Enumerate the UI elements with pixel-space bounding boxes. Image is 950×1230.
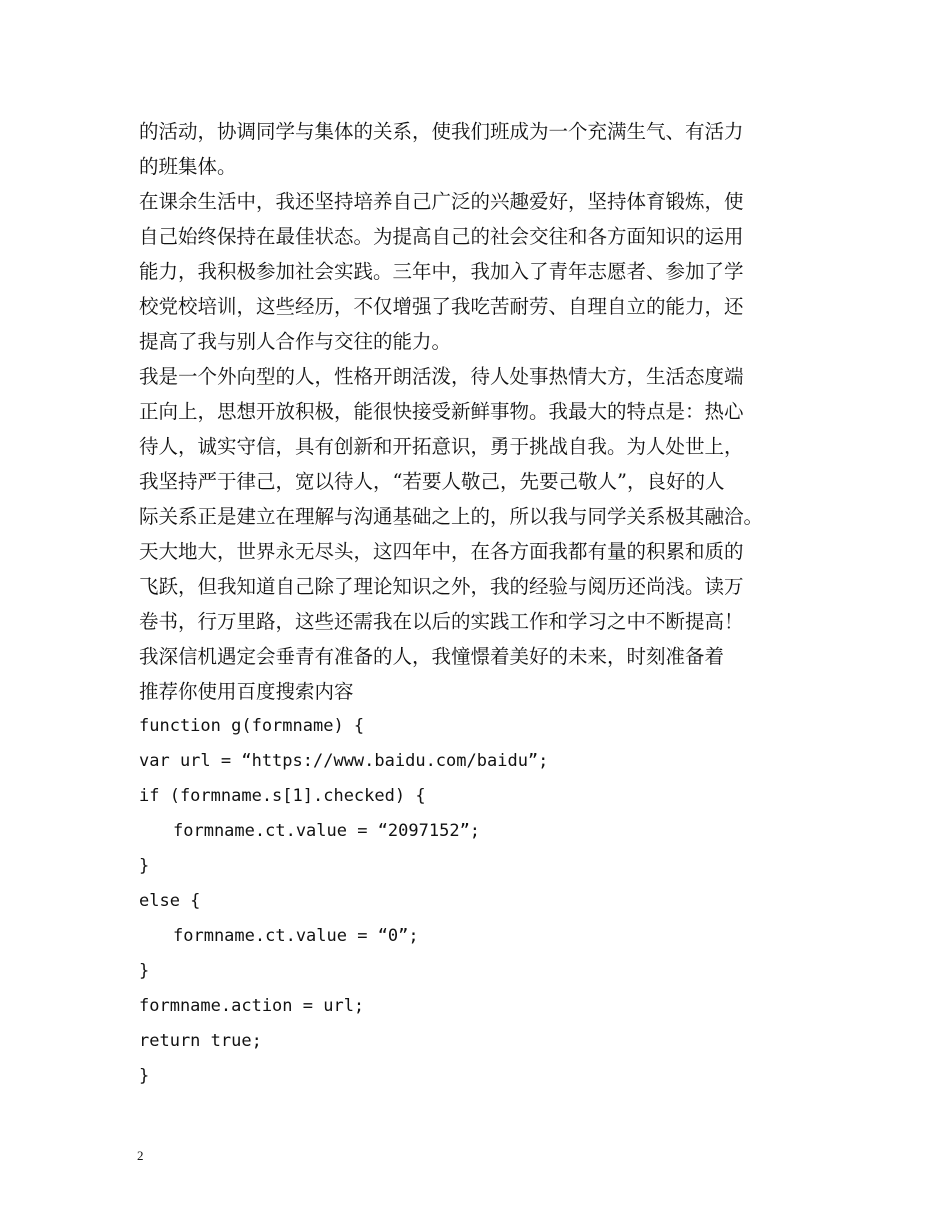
paragraph-line: 校党校培训，这些经历，不仅增强了我吃苦耐劳、自理自立的能力，还 [139, 295, 744, 318]
code-line: function g(formname) { [139, 716, 365, 736]
paragraph-line: 在课余生活中，我还坚持培养自己广泛的兴趣爱好，坚持体育锻炼，使 [139, 190, 744, 213]
paragraph-line: 的班集体。 [139, 155, 237, 178]
code-line: } [139, 856, 150, 876]
paragraph-line: 飞跃，但我知道自己除了理论知识之外，我的经验与阅历还尚浅。读万 [139, 575, 744, 598]
paragraph-line: 的活动，协调同学与集体的关系，使我们班成为一个充满生气、有活力 [139, 120, 744, 143]
code-line: formname.action = url; [139, 996, 365, 1016]
paragraph-line: 正向上，思想开放积极，能很快接受新鲜事物。我最大的特点是：热心 [139, 400, 744, 423]
paragraph-line: 卷书，行万里路，这些还需我在以后的实践工作和学习之中不断提高！ [139, 610, 744, 633]
document-body [139, 114, 839, 1094]
paragraph-line: 自己始终保持在最佳状态。为提高自己的社会交往和各方面知识的运用 [139, 225, 744, 248]
paragraph-line: 提高了我与别人合作与交往的能力。 [139, 330, 452, 353]
code-line: else { [139, 891, 201, 911]
code-line: if (formname.s[1].checked) { [139, 786, 426, 806]
paragraph-line: 推荐你使用百度搜索内容 [139, 680, 354, 703]
code-line: return true; [139, 1031, 262, 1051]
page-number: 2 [137, 1148, 144, 1163]
paragraph-line: 我深信机遇定会垂青有准备的人，我憧憬着美好的未来，时刻准备着 [139, 645, 725, 668]
paragraph-line: 我是一个外向型的人，性格开朗活泼，待人处事热情大方，生活态度端 [139, 365, 744, 388]
code-line: } [139, 1066, 150, 1086]
code-line: } [139, 961, 150, 981]
paragraph-line: 能力，我积极参加社会实践。三年中，我加入了青年志愿者、参加了学 [139, 260, 744, 283]
code-line: formname.ct.value = “0”; [173, 926, 419, 946]
code-line: var url = “https://www.baidu.com/baidu”; [139, 751, 549, 771]
code-line: formname.ct.value = “2097152”; [173, 821, 481, 841]
paragraph-line: 天大地大，世界永无尽头，这四年中，在各方面我都有量的积累和质的 [139, 540, 744, 563]
paragraph-line: 我坚持严于律己，宽以待人，“若要人敬己，先要己敬人”，良好的人 [139, 470, 725, 493]
paragraph-line: 待人，诚实守信，具有创新和开拓意识，勇于挑战自我。为人处世上， [139, 435, 744, 458]
paragraph-line: 际关系正是建立在理解与沟通基础之上的，所以我与同学关系极其融洽。 [139, 505, 764, 528]
